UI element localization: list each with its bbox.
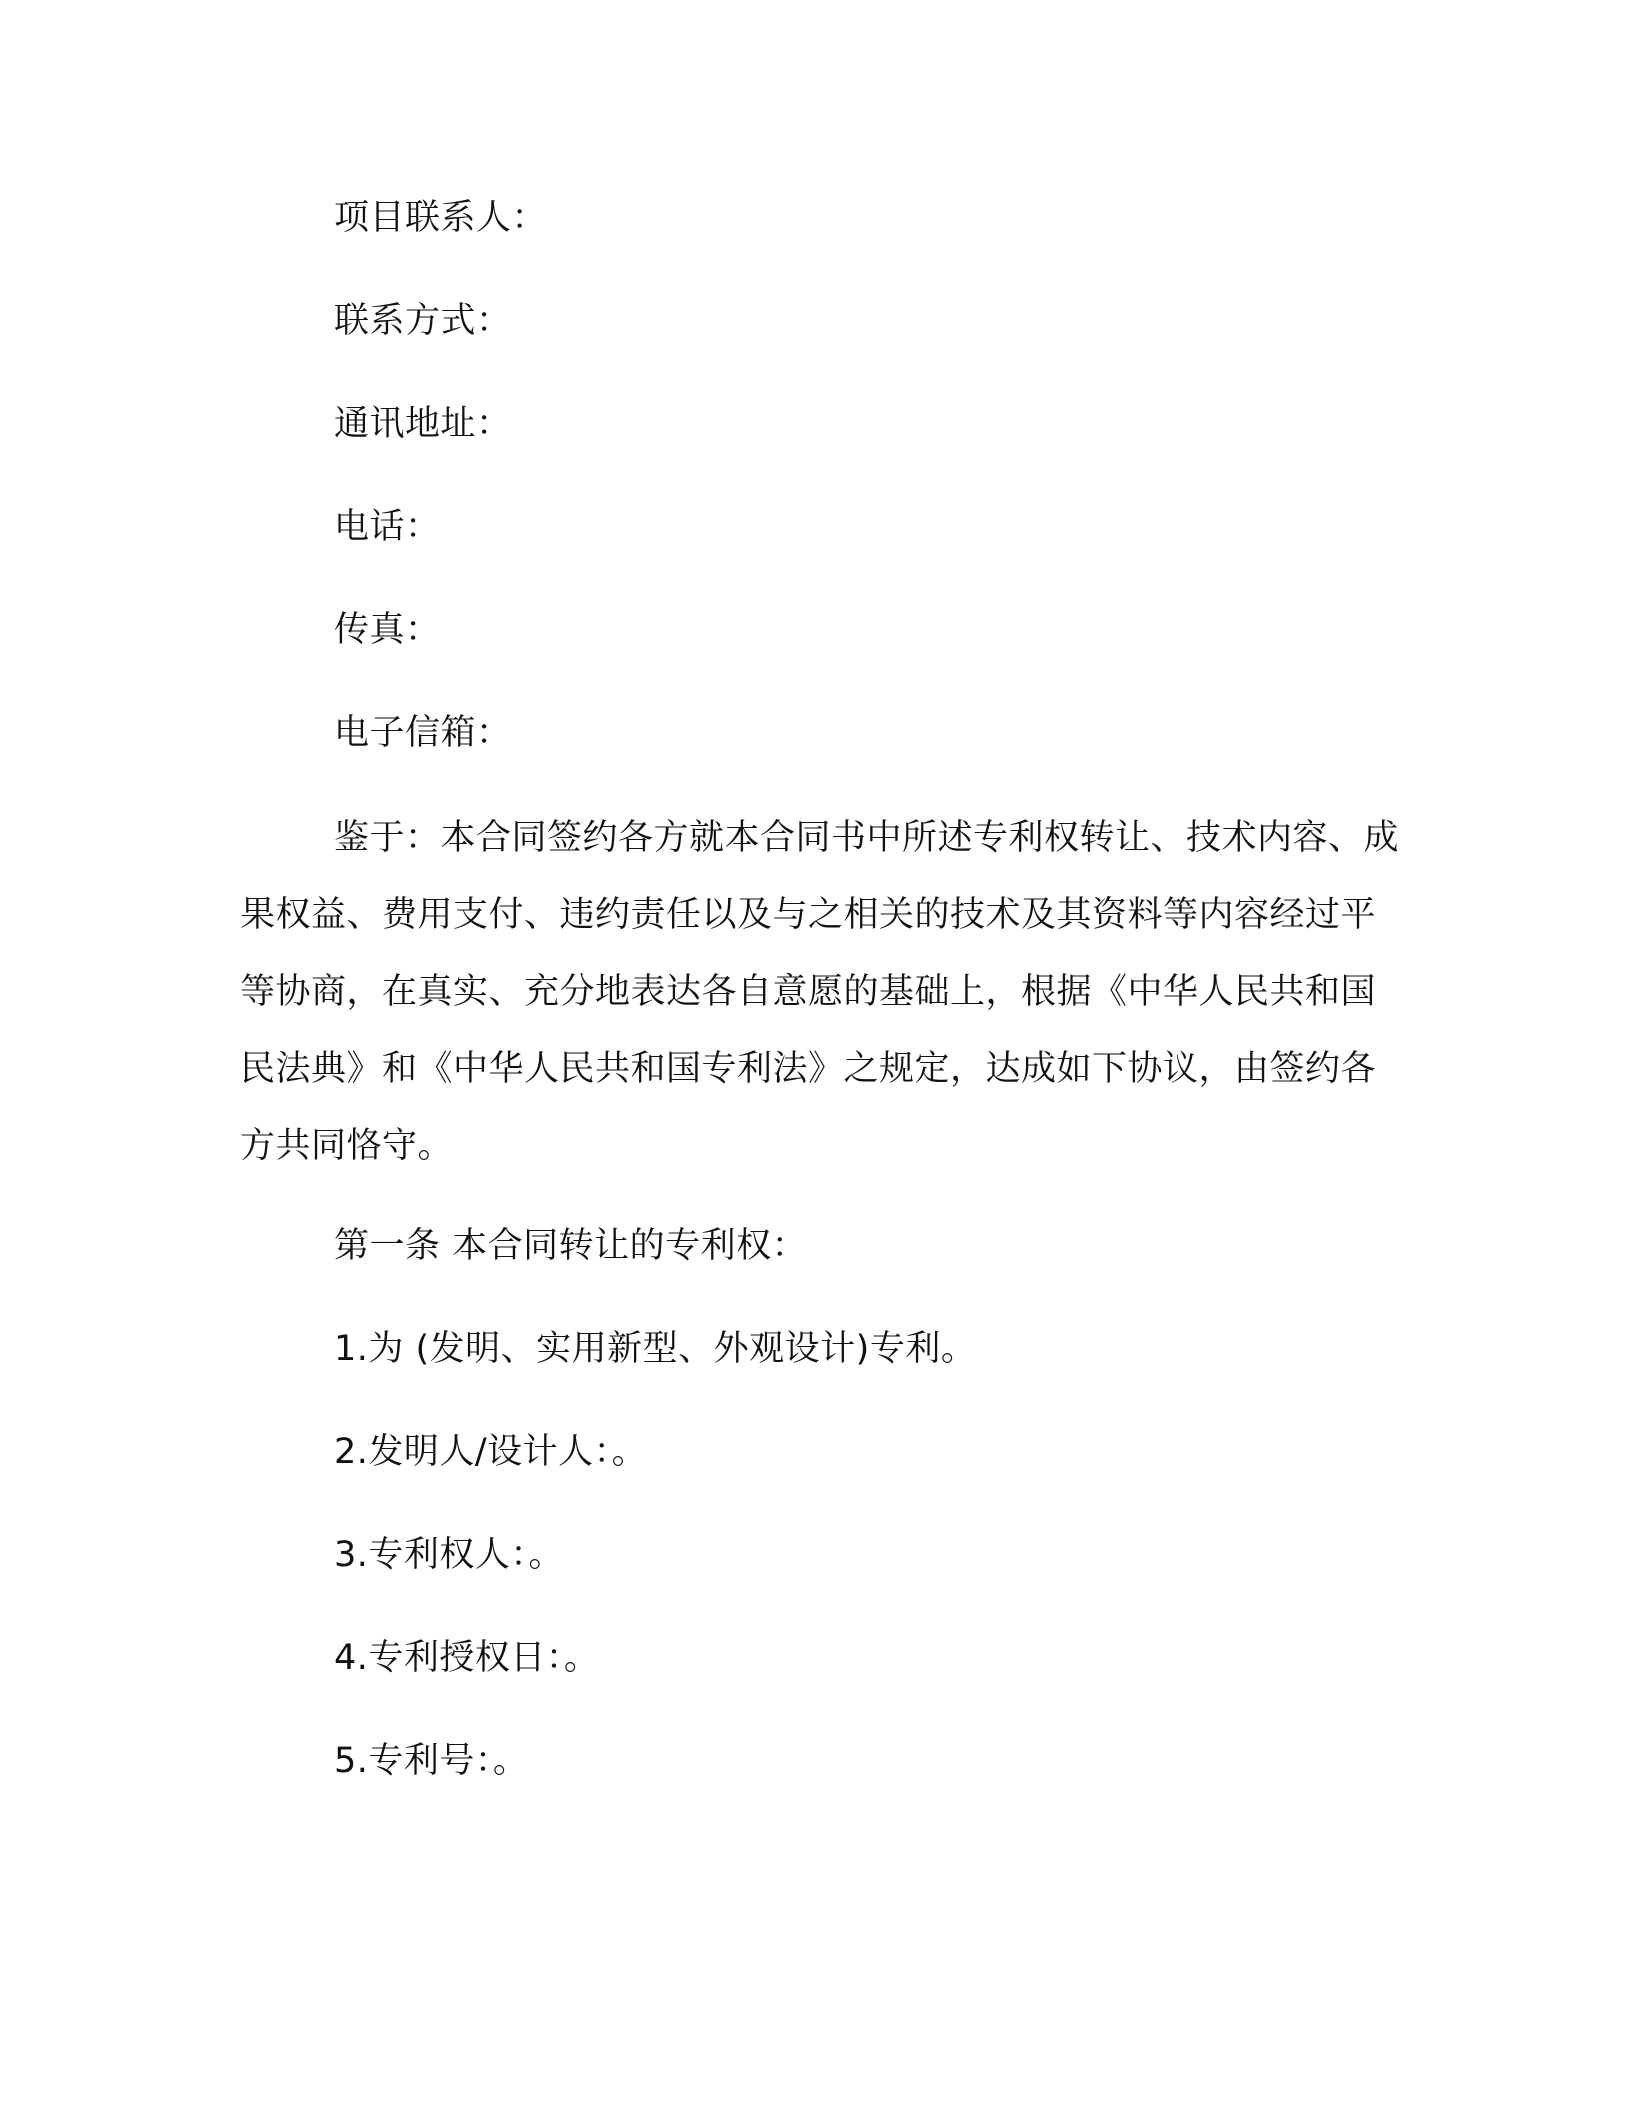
contact-method-label: 联系方式：	[334, 301, 512, 341]
preamble-paragraph: 鉴于：本合同签约各方就本合同书中所述专利权转让、技术内容、成果权益、费用支付、违约责任以及与之相关的技术及其资料等内容经过平等协商，在真实、充分地表达各自意愿的基础上，根据《中华人民共和国民法典》和《中华人民共和国专利法》之规定，达成如下协议，由签约各方共同恪守。	[240, 818, 1400, 1166]
article-1-item-5: 5.专利号：。	[334, 1741, 529, 1781]
mailing-address-label: 通讯地址：	[334, 404, 512, 444]
phone-label: 电话：	[334, 507, 441, 547]
article-1-item-2: 2.发明人/设计人：。	[334, 1432, 648, 1472]
email-label: 电子信箱：	[334, 713, 512, 753]
article-1-heading: 第一条 本合同转让的专利权：	[334, 1226, 808, 1266]
project-contact-label: 项目联系人：	[334, 198, 548, 238]
article-1-item-1: 1.为 (发明、实用新型、外观设计)专利。	[334, 1329, 977, 1369]
article-1-item-3: 3.专利权人：。	[334, 1535, 564, 1575]
article-1-item-4: 4.专利授权日：。	[334, 1638, 600, 1678]
fax-label: 传真：	[334, 610, 441, 650]
